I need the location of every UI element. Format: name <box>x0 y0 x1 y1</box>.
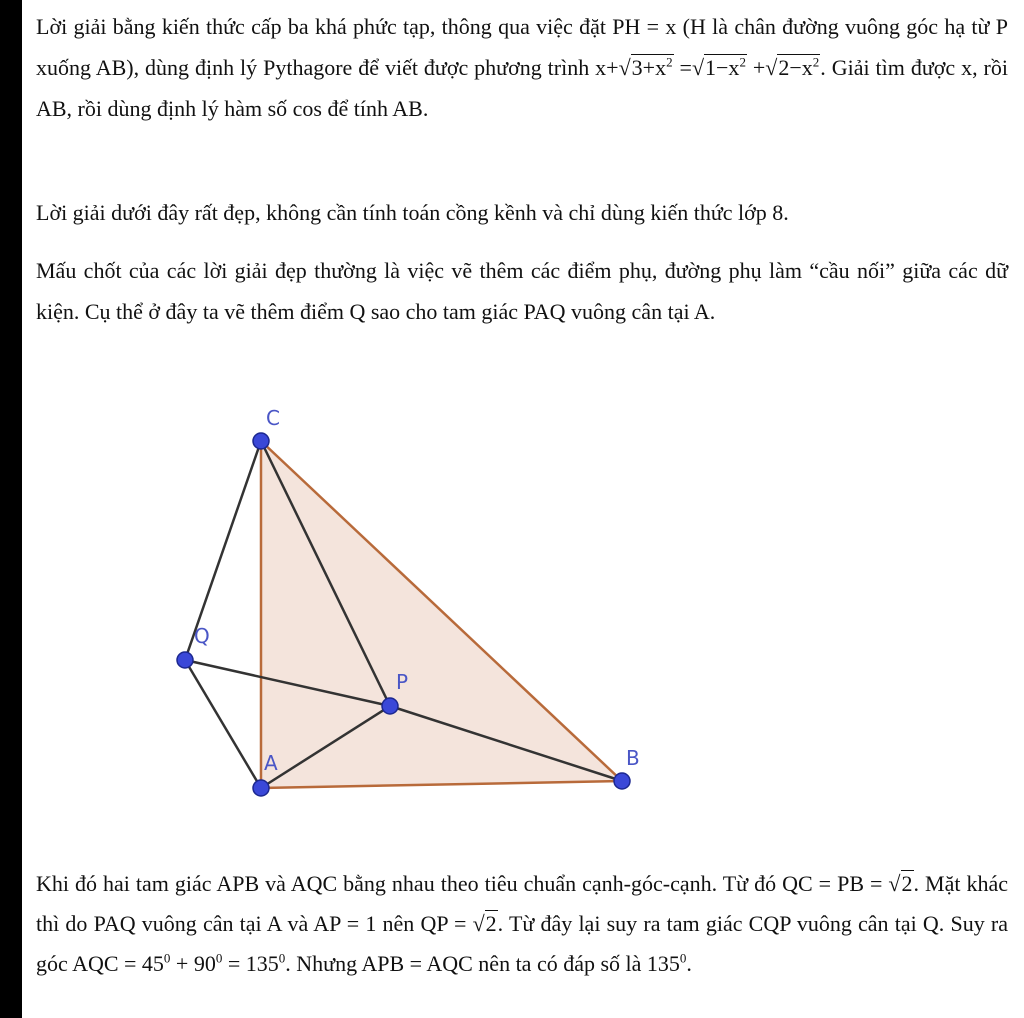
point-q <box>177 652 193 668</box>
triangle-diagram <box>152 395 672 815</box>
label-b: B <box>626 746 640 770</box>
point-a <box>253 780 269 796</box>
label-q: Q <box>194 624 210 648</box>
label-a: A <box>264 751 278 775</box>
label-c: C <box>266 406 280 430</box>
conclusion-paragraph: Khi đó hai tam giác APB và AQC bằng nhau theo tiêu chuẩn cạnh-góc-cạnh. Từ đó QC = PB = √2. Mặt khác thì do PAQ vuông cân tại A và AP = 1 nên QP = √2. Từ đây lại suy ra tam giác CQP vuông cân tại Q. Suy ra góc AQC = $45^0 + 90^0 = 135^0$. Nhưng APB = AQC nên ta có đáp số là $135^0$. <box>36 871 1008 976</box>
label-p: P <box>396 670 409 694</box>
segment-qa <box>185 660 261 788</box>
key-idea-paragraph: Mấu chốt của các lời giải đẹp thường là việc vẽ thêm các điểm phụ, đường phụ làm “cầu nối” giữa các dữ kiện. Cụ thể ở đây ta vẽ thêm điểm Q sao cho tam giác PAQ vuông cân tại A. <box>36 258 1008 324</box>
point-p <box>382 698 398 714</box>
qc-pb-equation: QC = PB = √2 <box>782 871 913 896</box>
geometry-figure <box>152 395 672 815</box>
document-page <box>22 0 1024 1018</box>
pythagore-equation: $x+√3+x^2 =√1-x^2 +√2-x^2$ <box>595 54 820 80</box>
point-c <box>253 433 269 449</box>
final-answer: $135^0$. <box>646 950 692 976</box>
intro-paragraph: Lời giải bằng kiến thức cấp ba khá phức tạp, thông qua việc đặt PH = x (H là chân đường vuông góc hạ từ P xuống AB), dùng định lý Pythagore để viết được phương trình $x+√3+x^2 =√1-x^2 +√2-x^2$. Giải tìm được x, rồi AB, rồi dùng định lý hàm số cos để tính AB. <box>36 14 1008 121</box>
qp-equation: QP = √2 <box>420 911 497 936</box>
angle-equation: AQC = $45^0 + 90^0 = 135^0$ <box>72 950 286 976</box>
method-note-paragraph: Lời giải dưới đây rất đẹp, không cần tính toán cồng kềnh và chỉ dùng kiến thức lớp 8. <box>36 200 789 225</box>
ap-equation: AP = 1 <box>313 911 377 936</box>
point-b <box>614 773 630 789</box>
